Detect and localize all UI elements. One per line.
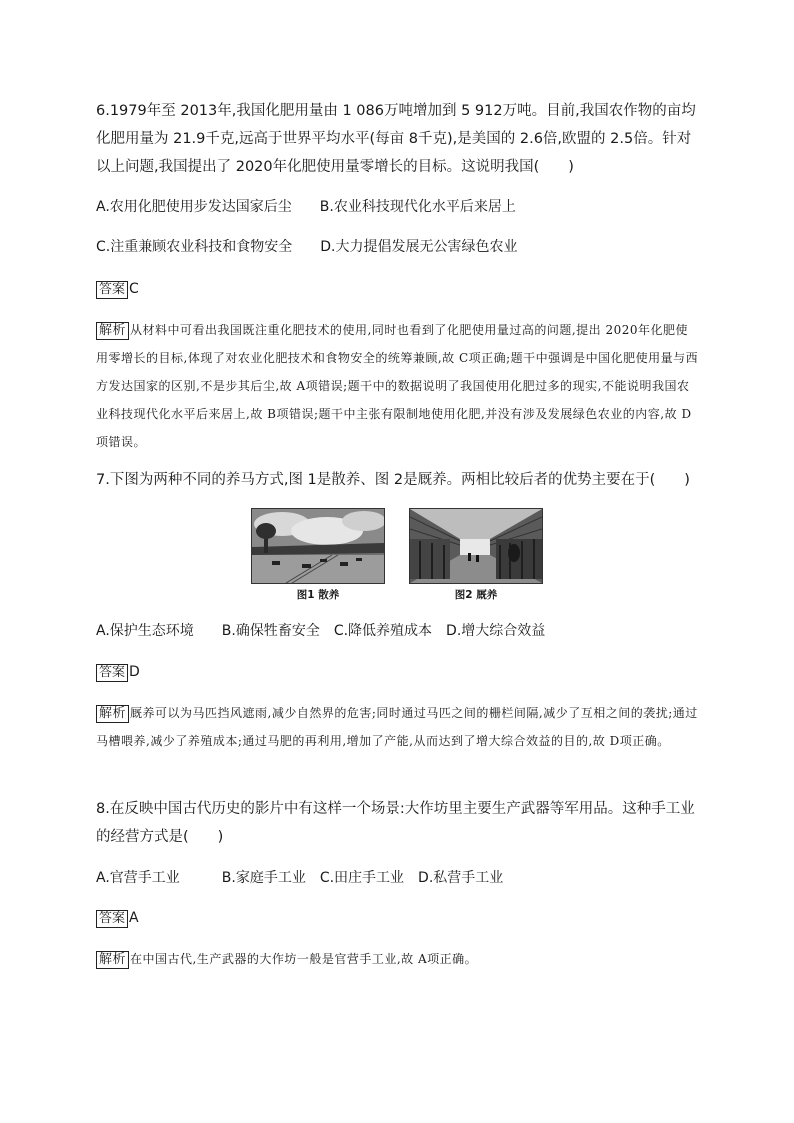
analysis-label: 解析 (96, 705, 129, 723)
question-7: 7.下图为两种不同的养马方式,图 1是散养、图 2是厩养。两相比较后者的优势主要在于( ) (96, 472, 690, 488)
question-6-options-ab: A.农用化肥使用步发达国家后尘 B.农业科技现代化水平后来居上 (96, 199, 516, 215)
analysis-text: 在中国古代,生产武器的大作坊一般是官营手工业,故 A项正确。 (130, 952, 478, 966)
answer-value: A (129, 910, 139, 926)
analysis-label: 解析 (96, 322, 129, 340)
pasture-horses-photo (251, 508, 385, 584)
figure-1-caption: 图1 散养 (296, 589, 340, 601)
answer-label: 答案 (96, 664, 128, 682)
question-7-options: A.保护生态环境 B.确保牲畜安全 C.降低养殖成本 D.增大综合效益 (96, 623, 546, 639)
figure-2 (409, 508, 543, 602)
question-8-answer (96, 908, 139, 928)
answer-label: 答案 (96, 281, 128, 299)
analysis-label: 解析 (96, 951, 129, 969)
question-6-options-cd: C.注重兼顾农业科技和食物安全 D.大力提倡发展无公害绿色农业 (96, 239, 518, 255)
question-8: 8.在反映中国古代历史的影片中有这样一个场景:大作坊里主要生产武器等军用品。这种手工业的经营方式是( ) (96, 801, 695, 845)
answer-value: C (129, 281, 139, 297)
question-7-answer (96, 662, 140, 682)
question-7-analysis (96, 699, 700, 755)
question-8-options: A.官营手工业 B.家庭手工业 C.田庄手工业 D.私营手工业 (96, 870, 504, 886)
answer-value: D (129, 664, 140, 680)
question-8-analysis (96, 945, 700, 973)
analysis-text: 从材料中可看出我国既注重化肥技术的使用,同时也看到了化肥使用量过高的问题,提出 2020年化肥使用零增长的目标,体现了对农业化肥技术和食物安全的统筹兼顾,故 C项正确;题干中强调是中国化肥使用量与西方发达国家的区别,不是步其后尘,故 A项错误;题干中的数据说明了我国使用化肥过多的现实,不能说明我国农业科技现代化水平后来居上,故 B项错误;题干中主张有限制地使用化肥,并没有涉及发展绿色农业的内容,故 D项错误。 (96, 323, 699, 449)
question-6: 6.1979年至 2013年,我国化肥用量由 1 086万吨增加到 5 912万吨。目前,我国农作物的亩均化肥用量为 21.9千克,远高于世界平均水平(每亩 8千克),是美国的 2.6倍,欧盟的 2.5倍。针对以上问题,我国提出了 2020年化肥使用量零增长的目标。这说明我国( ) (96, 103, 696, 175)
stable-horses-photo (409, 508, 543, 584)
figure-1 (251, 508, 385, 602)
question-6-analysis (96, 316, 700, 456)
figure-2-caption: 图2 厩养 (454, 589, 498, 601)
analysis-text: 厩养可以为马匹挡风遮雨,减少自然界的危害;同时通过马匹之间的栅栏间隔,减少了互相之间的袭扰;通过马槽喂养,减少了养殖成本;通过马肥的再利用,增加了产能,从而达到了增大综合效益的目的,故 D项正确。 (96, 706, 698, 748)
answer-label: 答案 (96, 910, 128, 928)
question-6-answer (96, 279, 139, 299)
